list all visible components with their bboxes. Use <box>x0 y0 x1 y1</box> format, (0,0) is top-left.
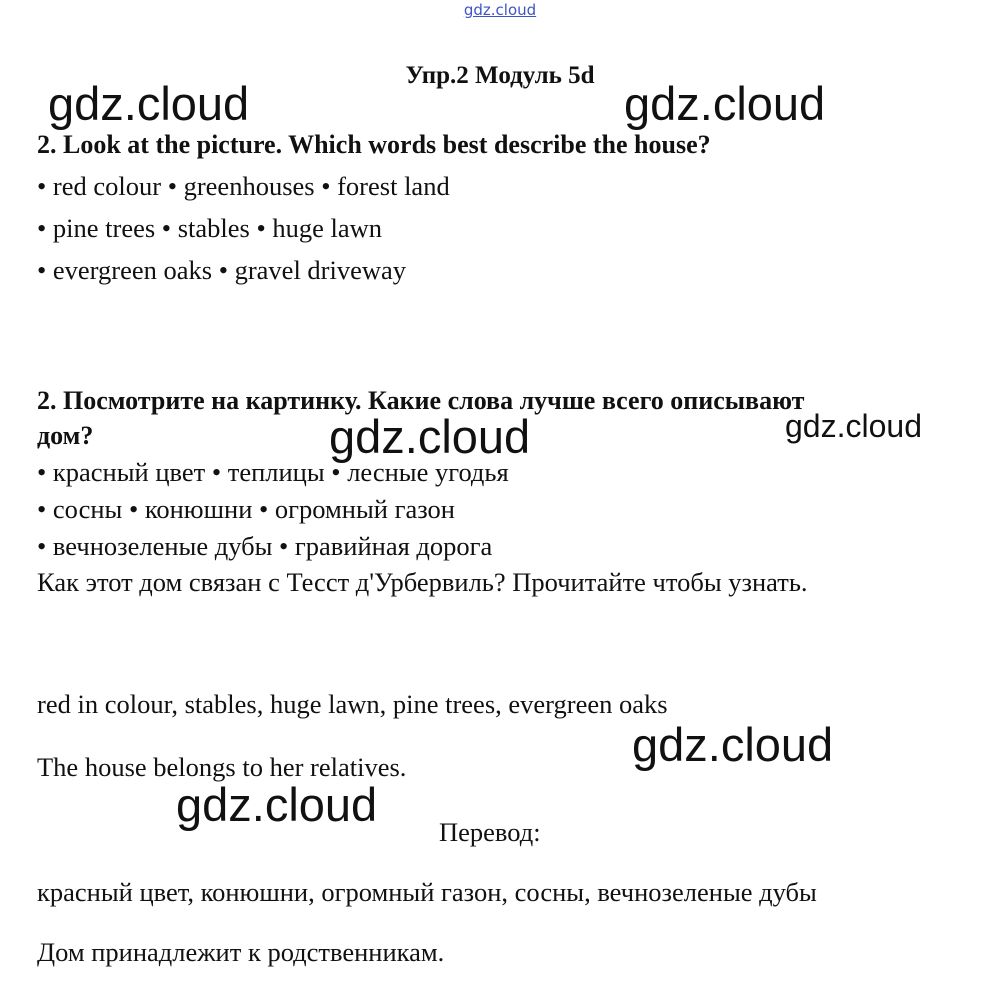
task-ru-line-4: Как этот дом связан с Тесст д'Урбервиль? Прочитайте чтобы узнать. <box>37 567 808 597</box>
watermark: gdz.cloud <box>624 77 826 130</box>
exercise-title: Упр.2 Модуль 5d <box>405 62 595 89</box>
task-ru-line-3: • вечнозеленые дубы • гравийная дорога <box>37 531 493 561</box>
task-en-heading: 2. Look at the picture. Which words best describe the house? <box>37 130 711 159</box>
task-en-line-2: • pine trees • stables • huge lawn <box>37 213 383 243</box>
answer-line-2: The house belongs to her relatives. <box>37 752 407 782</box>
answer-line-1: red in colour, stables, huge lawn, pine trees, evergreen oaks <box>37 689 668 719</box>
task-ru-line-2: • сосны • конюшни • огромный газон <box>37 494 455 524</box>
translation-line-2: Дом принадлежит к родственникам. <box>37 937 445 967</box>
task-en-line-1: • red colour • greenhouses • forest land <box>37 171 450 201</box>
top-watermark-link[interactable]: gdz.cloud <box>463 1 537 19</box>
task-ru-heading-line-1: 2. Посмотрите на картинку. Какие слова лучше всего описывают <box>37 386 805 415</box>
translation-line-1: красный цвет, конюшни, огромный газон, сосны, вечнозеленые дубы <box>37 877 817 907</box>
watermark: gdz.cloud <box>48 77 250 130</box>
watermark: gdz.cloud <box>632 718 834 771</box>
task-ru-line-1: • красный цвет • теплицы • лесные угодья <box>37 457 509 487</box>
task-ru-heading-line-2: дом? <box>37 421 94 450</box>
watermark: gdz.cloud <box>785 408 922 444</box>
watermark: gdz.cloud <box>176 778 378 831</box>
translation-label: Перевод: <box>439 817 541 847</box>
watermark: gdz.cloud <box>329 410 531 463</box>
task-en-line-3: • evergreen oaks • gravel driveway <box>37 255 407 285</box>
